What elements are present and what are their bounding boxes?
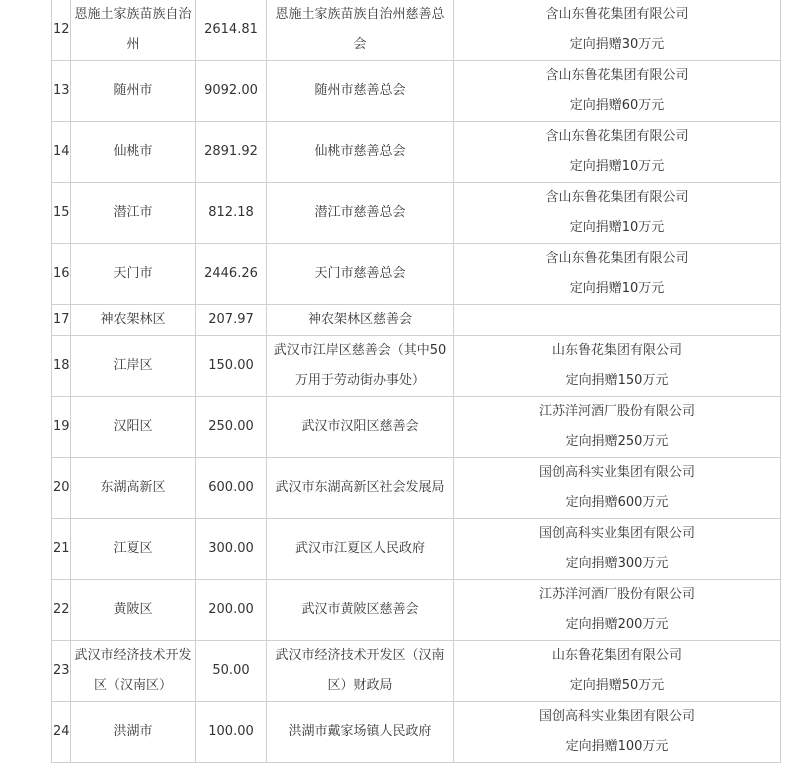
- row-number: 16: [52, 244, 71, 305]
- donation-note: 定向捐赠200万元: [565, 617, 669, 632]
- table-row: [52, 641, 781, 702]
- donor-cell: [454, 519, 781, 580]
- donor-name: 含山东鲁花集团有限公司: [545, 190, 689, 205]
- table-row: [52, 580, 781, 641]
- table-row: [52, 183, 781, 244]
- donation-note: 定向捐赠10万元: [569, 220, 665, 235]
- table-row: [52, 519, 781, 580]
- donor-cell: [454, 702, 781, 763]
- donor-cell: [454, 0, 781, 61]
- row-number: 12: [52, 0, 71, 61]
- recipient-cell: 武汉市经济技术开发区（汉南区）财政局: [267, 641, 454, 702]
- donation-note: 定向捐赠50万元: [569, 678, 665, 693]
- amount-cell: 9092.00: [196, 61, 267, 122]
- table-row: [52, 0, 781, 61]
- region-cell: 仙桃市: [71, 122, 196, 183]
- donor-cell: [454, 336, 781, 397]
- amount-cell: 200.00: [196, 580, 267, 641]
- donor-name: 含山东鲁花集团有限公司: [545, 251, 689, 266]
- region-cell: 江夏区: [71, 519, 196, 580]
- amount-cell: 300.00: [196, 519, 267, 580]
- donor-name: 山东鲁花集团有限公司: [551, 648, 682, 663]
- row-number: 20: [52, 458, 71, 519]
- recipient-cell: 武汉市汉阳区慈善会: [267, 397, 454, 458]
- donor-name: 国创高科实业集团有限公司: [538, 465, 695, 480]
- amount-cell: 250.00: [196, 397, 267, 458]
- recipient-cell: 武汉市江夏区人民政府: [267, 519, 454, 580]
- row-number: 13: [52, 61, 71, 122]
- recipient-cell: 洪湖市戴家场镇人民政府: [267, 702, 454, 763]
- amount-cell: 2446.26: [196, 244, 267, 305]
- region-cell: 潜江市: [71, 183, 196, 244]
- region-cell: 东湖高新区: [71, 458, 196, 519]
- donor-cell: [454, 61, 781, 122]
- recipient-cell: 仙桃市慈善总会: [267, 122, 454, 183]
- donor-cell: [454, 244, 781, 305]
- recipient-cell: 武汉市江岸区慈善会（其中50万用于劳动街办事处）: [267, 336, 454, 397]
- recipient-cell: 恩施土家族苗族自治州慈善总会: [267, 0, 454, 61]
- donation-note: 定向捐赠60万元: [569, 98, 665, 113]
- donation-note: 定向捐赠250万元: [565, 434, 669, 449]
- table-row: [52, 458, 781, 519]
- donor-name: 江苏洋河酒厂股份有限公司: [538, 587, 695, 602]
- row-number: 22: [52, 580, 71, 641]
- donor-cell: [454, 641, 781, 702]
- donation-note: 定向捐赠10万元: [569, 281, 665, 296]
- donor-cell: [454, 458, 781, 519]
- donation-note: 定向捐赠30万元: [569, 37, 665, 52]
- donor-name: 山东鲁花集团有限公司: [551, 343, 682, 358]
- row-number: 19: [52, 397, 71, 458]
- donation-note: 定向捐赠100万元: [565, 739, 669, 754]
- region-cell: 天门市: [71, 244, 196, 305]
- table-row: [52, 244, 781, 305]
- table-row: [52, 702, 781, 763]
- donor-name: 含山东鲁花集团有限公司: [545, 68, 689, 83]
- region-cell: 恩施土家族苗族自治州: [71, 0, 196, 61]
- row-number: 14: [52, 122, 71, 183]
- table-row: [52, 397, 781, 458]
- region-cell: 随州市: [71, 61, 196, 122]
- donor-cell: [454, 305, 781, 336]
- region-cell: 江岸区: [71, 336, 196, 397]
- donation-table: [51, 0, 781, 763]
- recipient-cell: 潜江市慈善总会: [267, 183, 454, 244]
- region-cell: 洪湖市: [71, 702, 196, 763]
- table-row: [52, 305, 781, 336]
- row-number: 23: [52, 641, 71, 702]
- region-cell: 神农架林区: [71, 305, 196, 336]
- row-number: 18: [52, 336, 71, 397]
- region-cell: 黄陂区: [71, 580, 196, 641]
- donation-note: 定向捐赠150万元: [565, 373, 669, 388]
- amount-cell: 150.00: [196, 336, 267, 397]
- amount-cell: 2614.81: [196, 0, 267, 61]
- donor-cell: [454, 580, 781, 641]
- donor-name: 含山东鲁花集团有限公司: [545, 129, 689, 144]
- recipient-cell: 武汉市东湖高新区社会发展局: [267, 458, 454, 519]
- donation-table-body: [52, 0, 781, 763]
- donation-note: 定向捐赠300万元: [565, 556, 669, 571]
- table-row: [52, 61, 781, 122]
- amount-cell: 207.97: [196, 305, 267, 336]
- table-row: [52, 122, 781, 183]
- donor-name: 国创高科实业集团有限公司: [538, 709, 695, 724]
- row-number: 17: [52, 305, 71, 336]
- amount-cell: 600.00: [196, 458, 267, 519]
- donor-name: 含山东鲁花集团有限公司: [545, 7, 689, 22]
- donor-cell: [454, 122, 781, 183]
- amount-cell: 50.00: [196, 641, 267, 702]
- row-number: 15: [52, 183, 71, 244]
- region-cell: 汉阳区: [71, 397, 196, 458]
- row-number: 24: [52, 702, 71, 763]
- region-cell: 武汉市经济技术开发区（汉南区）: [71, 641, 196, 702]
- amount-cell: 100.00: [196, 702, 267, 763]
- amount-cell: 812.18: [196, 183, 267, 244]
- amount-cell: 2891.92: [196, 122, 267, 183]
- donation-note: 定向捐赠600万元: [565, 495, 669, 510]
- recipient-cell: 天门市慈善总会: [267, 244, 454, 305]
- recipient-cell: 神农架林区慈善会: [267, 305, 454, 336]
- donor-name: 江苏洋河酒厂股份有限公司: [538, 404, 695, 419]
- recipient-cell: 武汉市黄陂区慈善会: [267, 580, 454, 641]
- donation-note: 定向捐赠10万元: [569, 159, 665, 174]
- donor-cell: [454, 183, 781, 244]
- donor-name: 国创高科实业集团有限公司: [538, 526, 695, 541]
- table-row: [52, 336, 781, 397]
- row-number: 21: [52, 519, 71, 580]
- donor-cell: [454, 397, 781, 458]
- recipient-cell: 随州市慈善总会: [267, 61, 454, 122]
